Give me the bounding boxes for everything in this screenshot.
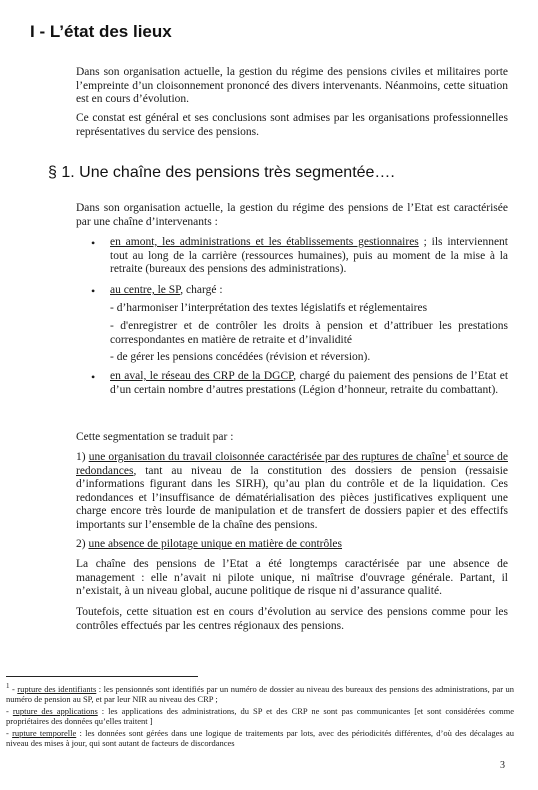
bullet-upstream-text: ; ils interviennent tout au long de la carrière (ressources humaines), puis au moment de la mise à la retraite (bureaux des pensions des administrations).	[110, 236, 508, 275]
bullet-center-text: , chargé :	[180, 284, 223, 296]
segmentation-item-1	[76, 451, 508, 532]
bullet-downstream	[110, 370, 508, 397]
item-2-label: une absence de pilotage unique en matière de contrôles	[88, 538, 343, 550]
section-title: I - L’état des lieux	[30, 22, 172, 41]
segmentation-intro: Cette segmentation se traduit par :	[76, 431, 234, 443]
footnote-1-label: rupture des identifiants	[17, 684, 97, 694]
subsection-title: § 1. Une chaîne des pensions très segmentée….	[48, 164, 395, 181]
footnote-2-label: rupture des applications	[12, 706, 98, 716]
center-task-3: - de gérer les pensions concédées (révision et réversion).	[110, 351, 371, 363]
footnote-marker: 1	[6, 682, 10, 691]
chain-intro-paragraph: Dans son organisation actuelle, la gestion du régime des pensions de l’Etat est caractérisée par une chaîne d’intervenants :	[76, 202, 508, 228]
footnote-2-prefix: -	[6, 706, 13, 716]
item-1-label: une organisation du travail cloisonnée caractérisée par des ruptures de chaîne	[88, 451, 446, 463]
toutefois-paragraph: Toutefois, cette situation est en cours d’évolution au service des pensions comme pour les contrôles effectués par les centres régionaux des pensions.	[76, 606, 508, 632]
footnote-1	[6, 684, 514, 704]
center-task-1: - d’harmoniser l’interprétation des textes législatifs et réglementaires	[110, 302, 428, 314]
footnote-ref: 1	[445, 449, 450, 458]
footnote-3-text: : les données sont gérées dans une logique de traitements par lots, avec des périodicités différentes, d’où des décalages au niveau des mises à jour, qui sont autant de facteurs de discordances	[6, 728, 514, 749]
intro-paragraph-1: Dans son organisation actuelle, la gestion du régime des pensions civiles et militaires porte l’empreinte d’un cloisonnement prononcé des divers intervenants. Néanmoins, cette situation est en cours d’évolution.	[76, 66, 508, 105]
footnote-1-prefix: -	[9, 684, 18, 694]
bullet-center	[110, 284, 508, 298]
item-1-text: , tant au niveau de la constitution des dossiers de pension (ressaisie d’informations figurant dans les SIRH), qu’au plan du contrôle et de la liquidation. Ces redondances et l’insuffisance de dématérialisation des pièces justificatives expliquent une charge encore très lourde de manipulation et de transfert de dossiers papier et des effectifs importants sur l’ensemble de la chaîne des pensions.	[76, 464, 508, 531]
page-number: 3	[500, 760, 505, 771]
footnote-separator	[6, 676, 198, 677]
bullet-upstream-label: en amont, les administrations et les établissements gestionnaires	[110, 236, 419, 248]
bullet-upstream	[110, 236, 508, 277]
footnote-3-label: rupture temporelle	[12, 728, 77, 738]
footnote-2	[6, 706, 514, 726]
segmentation-item-2	[76, 538, 508, 552]
footnote-2-text: : les applications des administrations, du SP et des CRP ne sont pas communicantes [et sont considérées comme propriétaires des données qu’elles traitent ]	[6, 706, 514, 727]
item-1-prefix: 1)	[76, 451, 89, 463]
item-1-label-continued: et source de redondances	[76, 451, 508, 477]
intro-paragraph-2: Ce constat est général et ses conclusions sont admises par les organisations professionnelles représentatives du service des pensions.	[76, 112, 508, 138]
footnote-1-text: : les pensionnés sont identifiés par un numéro de dossier au niveau des bureaux des pensions des administrations, par un numéro de pension au SP, et par leur NIR au niveau des CRP ;	[6, 684, 515, 705]
item-2-prefix: 2)	[76, 538, 89, 550]
bullet-downstream-label: en aval, le réseau des CRP de la DGCP	[110, 370, 294, 382]
bullet-glyph: •	[91, 236, 96, 250]
bullet-glyph: •	[91, 284, 96, 298]
center-task-2: - d'enregistrer et de contrôler les droits à pension et d’attribuer les prestations correspondantes en matière de retraite et d’invalidité	[110, 320, 508, 346]
bullet-downstream-text: , chargé du paiement des pensions de l’Etat et d’un certain nombre d’autres prestations (Légion d’honneur, retraite du combattant).	[110, 370, 509, 396]
bullet-center-label: au centre, le SP	[110, 284, 181, 296]
footnote-3-prefix: -	[6, 728, 13, 738]
management-paragraph: La chaîne des pensions de l’Etat a été longtemps caractérisée par une absence de management : elle n’avait ni pilote unique, ni maîtrise d'ouvrage générale. Partant, il n’existait, à un niveau global, aucune politique de risque ni d’assurance qualité.	[76, 558, 508, 597]
footnote-3	[6, 728, 514, 748]
bullet-glyph: •	[91, 370, 96, 384]
